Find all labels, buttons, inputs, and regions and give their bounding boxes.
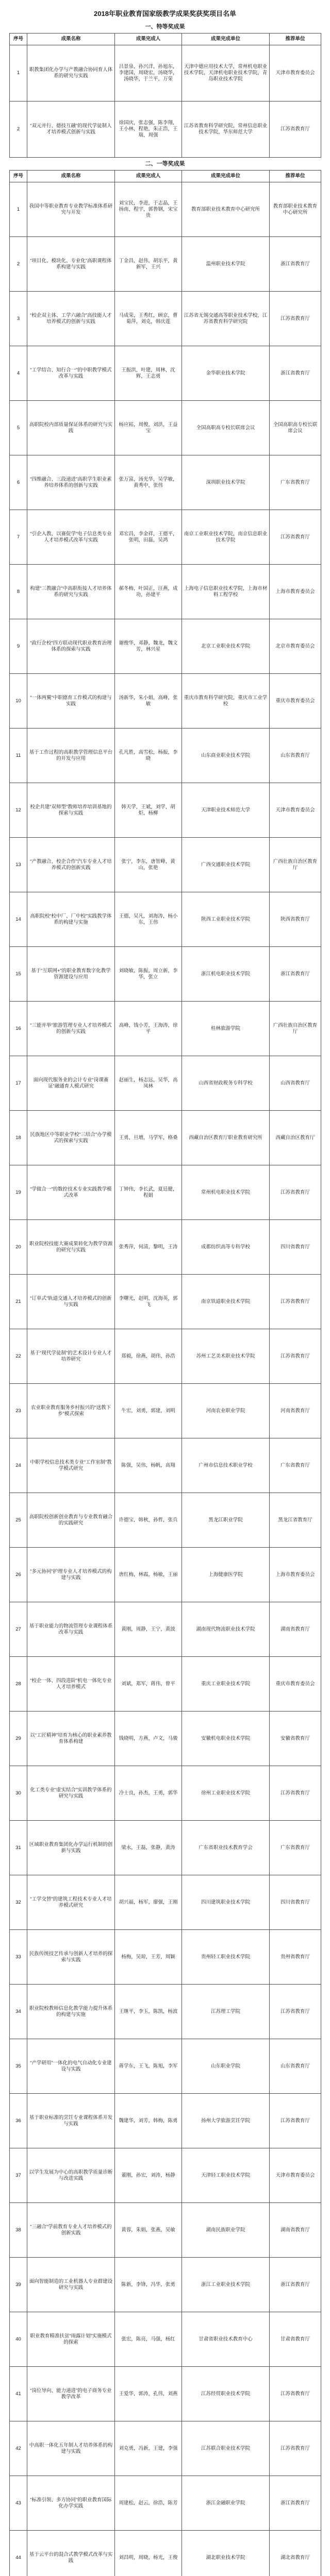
cell-prov: 山东省教育厅 [270, 728, 321, 783]
cell-unit: 贵州轻工职业技术学院 [182, 1930, 270, 1985]
cell-no: 38 [10, 2203, 27, 2258]
cell-unit: 江苏省无锡交通高等职业技术学校，江苏省教育科学研究院 [182, 292, 270, 346]
table-row [10, 1275, 321, 1329]
cell-no: 27 [10, 1602, 27, 1657]
cell-unit: 山西省财政税务专科学校 [182, 1056, 270, 1111]
cell-unit: 重庆工业职业技术学院 [182, 1657, 270, 1711]
cell-no: 6 [10, 455, 27, 510]
cell-prov: 全国高职高专校长联席会议 [270, 401, 321, 455]
cell-name: 职业院校教师信息化教学能力提升体系的构建与实施 [27, 1985, 115, 2039]
cell-name: “校企一体、四段进阶”机电一体化专业人才培养模式 [27, 1657, 115, 1711]
cell-name: “三融合”学前教育专业人才培养模式的创新实践 [27, 2203, 115, 2258]
cell-people: 张万富，汤光华，吴学敏，黄秀中，张伟 [115, 455, 182, 510]
cell-prov: 贵州省教育厅 [270, 1930, 321, 1985]
cell-no: 26 [10, 1548, 27, 1602]
cell-name: “一体两翼”中职德育工作模式的构建与实践 [27, 674, 115, 728]
cell-unit: 安徽机电职业技术学院 [182, 1711, 270, 1766]
cell-unit: 广东省职业技术教育学会 [182, 1821, 270, 1875]
cell-people: 刘宝民，李进，于志晶，王扬南，程宇，郭鲁钢，宋宝贵 [115, 182, 182, 237]
cell-people: 魏建华，刘芳，韩梅，陈勇 [115, 2094, 182, 2148]
table-row [10, 2094, 321, 2148]
cell-people: 王振洪，叶建，周林，沈辉，王志勇 [115, 346, 182, 401]
table-row [10, 1329, 321, 1384]
cell-name: 高职院校创新创业教育与专业教育融合的实践研究 [27, 1493, 115, 1548]
cell-name: “工学交替”的建筑工程技术专业人才培养模式研究 [27, 1875, 115, 1930]
cell-no: 3 [10, 292, 27, 346]
cell-prov: 湖北省教育厅 [270, 2531, 321, 2576]
cell-name: 基于职业标准的烹饪专业课程体系开发与实践 [27, 2094, 115, 2148]
cell-no: 25 [10, 1493, 27, 1548]
table-row [10, 1384, 321, 1438]
table-row [10, 2039, 321, 2094]
cell-people: 李曙光，赵明，沈海英，郭飞 [115, 1275, 182, 1329]
cell-people: 杨梅，吴琼，王芳，周颖 [115, 1930, 182, 1985]
cell-people: 高峰，钱小芳，王海涛，徐平 [115, 1002, 182, 1056]
cell-name: 以“工匠精神”培育为核心的职业素养教育体系构建 [27, 1711, 115, 1766]
special-table-body [10, 45, 321, 158]
cell-name: “双元并行、德技互融”的现代学徒制人才培养模式创新与实践 [27, 101, 115, 158]
document-title: 2018年职业教育国家级教学成果奖获奖项目名单 [94, 10, 236, 18]
cell-people: 唐红梅，林霞，杨敏，王丽 [115, 1548, 182, 1602]
cell-people: 丁金昌，赵伟，胡乐平，黄新军，王兴 [115, 237, 182, 292]
header-name: 成果名称 [27, 33, 115, 45]
table-row [10, 2421, 321, 2476]
cell-no: 5 [10, 401, 27, 455]
table-row [10, 1056, 321, 1111]
cell-no: 4 [10, 346, 27, 401]
cell-name: 面向现代服务业的会计专业“岗课赛证”融通育人模式研究 [27, 1056, 115, 1111]
cell-no: 22 [10, 1329, 27, 1384]
table-row [10, 674, 321, 728]
cell-people: 谢俊华，邓静，魏龙，魏文芳，林兴星 [115, 619, 182, 674]
cell-prov: 浙江省教育厅 [270, 947, 321, 1002]
cell-name: “产教融合、校企合作”汽车专业人才培养模式的创新实践 [27, 838, 115, 892]
cell-prov: 广东省教育厅 [270, 455, 321, 510]
cell-people: 钱晓明，方燕，卢文，马骏 [115, 1711, 182, 1766]
cell-people: 刘克勇，冯新，王建，李强 [115, 2421, 182, 2476]
cell-name: 高职院校“校中厂、厂中校”实践教学体系的构建与实施 [27, 892, 115, 947]
cell-prov: 浙江省教育厅 [270, 237, 321, 292]
cell-unit: 江苏理工学院 [182, 1985, 270, 2039]
cell-people: 孔凡胜，高雪松，杨振，李晓 [115, 728, 182, 783]
cell-unit: 广西交通职业技术学院 [182, 838, 270, 892]
cell-no: 30 [10, 1766, 27, 1821]
cell-people: 韩天学，王斌，刘学，胡炬，杨柳 [115, 783, 182, 838]
cell-name: 校企共建“双师型”教师培养培训基地的探索与实践 [27, 783, 115, 838]
cell-name: “项目化、模块化、专业化”高职课程体系构建与实践 [27, 237, 115, 292]
table-row [10, 1821, 321, 1875]
cell-unit: 全国高职高专校长联席会议 [182, 401, 270, 455]
cell-people: 郑毅，徐燕，胡伟，孙浩 [115, 1329, 182, 1384]
cell-unit: 甘肃省职业技术教育中心 [182, 2312, 270, 2367]
table-row [10, 2476, 321, 2531]
cell-name: 职业教育精准扶贫“雨露计划”实施模式的探索 [27, 2312, 115, 2367]
cell-people: 许德宝，韩秋，孙哲，张兵 [115, 1493, 182, 1548]
cell-no: 17 [10, 1056, 27, 1111]
cell-people: 胡兴福，杨军，廖强，王刚 [115, 1875, 182, 1930]
cell-prov: 西藏自治区教育厅 [270, 1111, 321, 1165]
cell-no: 35 [10, 2039, 27, 2094]
cell-people: 牛宏，刘勇，郭建，刘明 [115, 1384, 182, 1438]
table-row [10, 2531, 321, 2576]
table-row [10, 45, 321, 101]
cell-prov: 广东省教育厅 [270, 1438, 321, 1493]
cell-prov: 广西壮族自治区教育厅 [270, 838, 321, 892]
cell-no: 11 [10, 728, 27, 783]
cell-people: 吕景泉，孙兴洋，孙旭东，李建国，周晓宏，汤晓华，汤晓华，于兰平，万荣 [115, 45, 182, 101]
cell-people: 蒋学东，王飞，陈旭，李军 [115, 2039, 182, 2094]
table-row [10, 101, 321, 158]
table-row [10, 2148, 321, 2203]
cell-people: 陈新，李锋，冯华，张勇 [115, 2258, 182, 2312]
general-table-body [10, 182, 321, 2576]
cell-name: 基于职业能力的物流管理专业课程体系改革与实践 [27, 1602, 115, 1657]
cell-prov: 浙江省教育厅 [270, 2476, 321, 2531]
table-row [10, 783, 321, 838]
cell-prov: 江苏省教育厅 [270, 1766, 321, 1821]
cell-name: 基于“互联网+”的职业教育数字化教学资源建设与应用 [27, 947, 115, 1002]
cell-no: 19 [10, 1165, 27, 1220]
table-row [10, 510, 321, 565]
cell-people: 王继平，李玉，陈凯，杨波 [115, 1985, 182, 2039]
cell-people: 赵丽生，杨志远，吴华，高凤林 [115, 1056, 182, 1111]
cell-no: 12 [10, 783, 27, 838]
table-header-row [10, 171, 321, 182]
cell-people: 郝冬梅，叶国正，汪燕，成功，孙建平 [115, 565, 182, 619]
cell-name: 基于云平台的混合式教学模式改革与实践 [27, 2531, 115, 2576]
cell-name: 化工类专业“虚实结合”实训教学体系的研究与实践 [27, 1766, 115, 1821]
cell-unit: 浙江机电职业技术学院 [182, 947, 270, 1002]
cell-name: 农业职业教育服务乡村振兴的“送教下乡”模式探索 [27, 1384, 115, 1438]
cell-prov: 天津市教育委员会 [270, 2148, 321, 2203]
table-row [10, 1930, 321, 1985]
cell-prov: 江苏省教育厅 [270, 1329, 321, 1384]
cell-prov: 江苏省教育厅 [270, 101, 321, 158]
cell-unit: 南京工业职业技术学院，南京信息职业技术学院 [182, 510, 270, 565]
cell-unit: 陕西工业职业技术学院 [182, 892, 270, 947]
cell-prov: 上海市教育委员会 [270, 565, 321, 619]
cell-prov: 四川省教育厅 [270, 1220, 321, 1275]
cell-no: 2 [10, 101, 27, 158]
cell-prov: 天津市教育委员会 [270, 783, 321, 838]
cell-unit: 江苏经贸职业技术学院 [182, 2367, 270, 2421]
cell-people: 张秀萍，何清，黎明，王涛 [115, 1220, 182, 1275]
cell-prov: 江苏省教育厅 [270, 510, 321, 565]
table-row [10, 1002, 321, 1056]
special-award-table [9, 33, 321, 158]
cell-name: 职教集团化办学与产教融合协同育人体系的研究与实践 [27, 45, 115, 101]
cell-people: 丁钟伟，李长武，夏廷健，程娟 [115, 1165, 182, 1220]
cell-no: 2 [10, 237, 27, 292]
cell-no: 1 [10, 45, 27, 101]
table-row [10, 619, 321, 674]
cell-no: 28 [10, 1657, 27, 1711]
header-people: 成果完成人 [115, 33, 182, 45]
cell-unit: 深圳职业技术学院 [182, 455, 270, 510]
cell-name: 基于工作过程的高职教学管理信息平台的开发与应用 [27, 728, 115, 783]
cell-name: “四维融合、三段递进”高职学生职业素养培养体系的创新与实践 [27, 455, 115, 510]
cell-unit: 浙江工业职业技术学院 [182, 2258, 270, 2312]
cell-prov: 甘肃省教育厅 [270, 2312, 321, 2367]
table-row [10, 1548, 321, 1602]
cell-name: 民族地区中等职业学校“三结合”办学模式的探索与实践 [27, 1111, 115, 1165]
cell-prov: 江苏省教育厅 [270, 1985, 321, 2039]
cell-people: 王勇，旦增，马学军，格桑 [115, 1111, 182, 1165]
cell-people: 汤新华，朱小娟，高峰，张敏 [115, 674, 182, 728]
cell-no: 21 [10, 1275, 27, 1329]
table-row [10, 1657, 321, 1711]
cell-name: “订单式”轨道交通人才培养模式的创新与实践 [27, 1275, 115, 1329]
table-row [10, 2367, 321, 2421]
cell-no: 32 [10, 1875, 27, 1930]
cell-unit: 成都纺织高等专科学校 [182, 1220, 270, 1275]
table-row [10, 892, 321, 947]
cell-name: 构建“三教融合”中高职衔接人才培养体系的研究与实践 [27, 565, 115, 619]
cell-unit: 重庆市教育科学研究院，重庆市工业学校 [182, 674, 270, 728]
header-unit: 成果完成单位 [182, 33, 270, 45]
cell-no: 44 [10, 2531, 27, 2576]
cell-unit: 湖北职业技术学院 [182, 2531, 270, 2576]
cell-no: 15 [10, 947, 27, 1002]
cell-prov: 江苏省教育厅 [270, 2094, 321, 2148]
cell-prov: 黑龙江省教育厅 [270, 1493, 321, 1548]
cell-no: 40 [10, 2312, 27, 2367]
cell-unit: 黑龙江职业学院 [182, 1493, 270, 1548]
cell-name: “校企双主体、工学六融合”高技能人才培养模式的创新与实践 [27, 292, 115, 346]
cell-prov: 湖南省教育厅 [270, 1602, 321, 1657]
table-row [10, 838, 321, 892]
cell-prov: 上海市教育委员会 [270, 1548, 321, 1602]
cell-people: 董刚，孙宏，刘涛，杨静 [115, 2148, 182, 2203]
table-row [10, 1220, 321, 1275]
cell-name: “引企入教、以赛促学”电子信息类专业人才培养模式改革与实践 [27, 510, 115, 565]
cell-prov: 江苏省教育厅 [270, 1275, 321, 1329]
cell-unit: 北京工业职业技术学院 [182, 619, 270, 674]
cell-unit: 山东商业职业技术学院 [182, 728, 270, 783]
cell-prov: 江苏省教育厅 [270, 2367, 321, 2421]
cell-no: 42 [10, 2421, 27, 2476]
table-row [10, 1438, 321, 1493]
table-row [10, 292, 321, 346]
cell-unit: 扬州大学旅游烹饪学院 [182, 2094, 270, 2148]
table-row [10, 237, 321, 292]
header-no: 序号 [10, 33, 27, 45]
cell-no: 36 [10, 2094, 27, 2148]
cell-prov: 江苏省教育厅 [270, 2421, 321, 2476]
cell-no: 39 [10, 2258, 27, 2312]
table-row [10, 1165, 321, 1220]
table-row [10, 401, 321, 455]
cell-name: 民族传统技艺传承与创新人才培养的探索与实践 [27, 1930, 115, 1985]
header-unit: 成果完成单位 [182, 171, 270, 182]
cell-people: 王德，吴凡，刘海涛，杨小东，王伟 [115, 892, 182, 947]
cell-people: 刘斌，郑军，蒋伟，曾平 [115, 1657, 182, 1711]
cell-people: 邓宏昌，李金祥，王德平，张明，田磊，吴鸿 [115, 510, 182, 565]
cell-prov: 四川省教育厅 [270, 1875, 321, 1930]
cell-prov: 山东省教育厅 [270, 2039, 321, 2094]
general-award-table [9, 170, 321, 2576]
cell-people: 冷士良，孙杰，王勇，郭华 [115, 1766, 182, 1821]
table-row [10, 728, 321, 783]
cell-unit: 上海电子信息职业技术学院，上海市材料工程学校 [182, 565, 270, 619]
cell-unit: 教育部职业技术教育中心研究所 [182, 182, 270, 237]
cell-no: 1 [10, 182, 27, 237]
cell-name: 中职学校信息技术类专业“工作室制”教学模式研究 [27, 1438, 115, 1493]
table-row [10, 1711, 321, 1766]
cell-people: 梁永，王磊，张静，黄涛 [115, 1821, 182, 1875]
cell-unit: 上海健康医学院 [182, 1548, 270, 1602]
cell-prov: 广东省教育厅 [270, 1821, 321, 1875]
cell-unit: 江苏省教育科学研究院，常州信息职业技术学院，华东师范大学 [182, 101, 270, 158]
cell-unit: 山东职业学院 [182, 2039, 270, 2094]
cell-prov: 重庆市教育委员会 [270, 1657, 321, 1711]
cell-prov: 湖南省教育厅 [270, 2203, 321, 2258]
cell-name: “标准引领、多方协同”的职业教育国际化办学实践 [27, 2476, 115, 2531]
cell-unit: 湖南现代物流职业技术学院 [182, 1602, 270, 1657]
cell-name: 基于“现代学徒制”的艺术设计专业人才培养研究 [27, 1329, 115, 1384]
cell-name: 高职院校内部质量保证体系的研究与实践 [27, 401, 115, 455]
header-name: 成果名称 [27, 171, 115, 182]
cell-unit: 广州市信息技术职业学校 [182, 1438, 270, 1493]
cell-no: 23 [10, 1384, 27, 1438]
cell-unit: 天津职业技术师范大学 [182, 783, 270, 838]
cell-prov: 广西壮族自治区教育厅 [270, 1002, 321, 1056]
table-row [10, 182, 321, 237]
cell-people: 黄蓉，朱娟，张燕，吴敏 [115, 2203, 182, 2258]
section-title-special: 一、特等奖成果 [145, 24, 185, 30]
cell-no: 34 [10, 1985, 27, 2039]
cell-unit: 徐州工业职业技术学院 [182, 1766, 270, 1821]
cell-name: 职业院校技能大赛成果转化为教学资源的研究与实践 [27, 1220, 115, 1275]
cell-prov: 江苏省教育厅 [270, 1165, 321, 1220]
cell-prov: 浙江省教育厅 [270, 346, 321, 401]
cell-name: 以学生发展为中心的高职教学质量诊断与改进实践 [27, 2148, 115, 2203]
table-row [10, 2203, 321, 2258]
cell-unit: 南京铁道职业技术学院 [182, 1275, 270, 1329]
cell-people: 徐国庆，张志强，陈李翔，王小林，程艳，朱正浩，王瑞，周强 [115, 101, 182, 158]
header-no: 序号 [10, 171, 27, 182]
cell-unit: 西藏自治区教育厅职业教育研究所 [182, 1111, 270, 1165]
cell-people: 刘昌明，周晓，杨光，王俊 [115, 2531, 182, 2576]
header-people: 成果完成人 [115, 171, 182, 182]
cell-people: 周建松，赵云，徐浩，陈芳 [115, 2476, 182, 2531]
cell-name: “学做合一”的数控技术专业实践教学模式改革 [27, 1165, 115, 1220]
table-row [10, 1493, 321, 1548]
cell-name: “工学结合、知行合一”的中职教学模式改革与实践 [27, 346, 115, 401]
cell-name: 面向智能制造的工业机器人专业群建设研究与实践 [27, 2258, 115, 2312]
cell-no: 24 [10, 1438, 27, 1493]
cell-no: 7 [10, 510, 27, 565]
cell-no: 37 [10, 2148, 27, 2203]
cell-name: “产学研用”一体化的电气自动化专业建设与实践 [27, 2039, 115, 2094]
cell-no: 8 [10, 565, 27, 619]
cell-prov: 重庆市教育委员会 [270, 674, 321, 728]
header-prov: 推荐单位 [270, 33, 321, 45]
cell-unit: 天津中德应用技术大学，常州机电职业技术学院，天津机电职业技术学院，青岛职业技术学院 [182, 45, 270, 101]
table-row [10, 565, 321, 619]
cell-people: 张宁，李东，唐智峰，黄山，张艳 [115, 838, 182, 892]
table-row [10, 1875, 321, 1930]
cell-no: 16 [10, 1002, 27, 1056]
cell-unit: 桂林旅游学院 [182, 1002, 270, 1056]
cell-no: 13 [10, 838, 27, 892]
cell-name: 中高职一体化五年制人才培养体系的构建与实践 [27, 2421, 115, 2476]
table-row [10, 2312, 321, 2367]
table-row [10, 1111, 321, 1165]
cell-no: 18 [10, 1111, 27, 1165]
cell-people: 杨应崧，周俊，刘洪，王益宝 [115, 401, 182, 455]
cell-people: 陈强，吴伟，杨帆，高翔 [115, 1438, 182, 1493]
cell-name: “三能并举”旅游管理专业人才培养模式的创新与实践 [27, 1002, 115, 1056]
cell-name: 区域职业教育集团化办学运行机制的创新与实践 [27, 1821, 115, 1875]
cell-name: “政行企校”四方联动现代职业教育治理体系的探索与实践 [27, 619, 115, 674]
cell-prov: 陕西省教育厅 [270, 892, 321, 947]
table-row [10, 346, 321, 401]
cell-unit: 常州机电职业技术学院 [182, 1165, 270, 1220]
table-row [10, 1766, 321, 1821]
cell-no: 14 [10, 892, 27, 947]
cell-no: 43 [10, 2476, 27, 2531]
cell-prov: 山西省教育厅 [270, 1056, 321, 1111]
cell-people: 刘晓敏，陈振，周立新，李华，张立 [115, 947, 182, 1002]
table-row [10, 455, 321, 510]
section-title-general: 二、一等奖成果 [145, 161, 185, 167]
table-row [10, 2258, 321, 2312]
cell-people: 马成荣，王秀红，顾京，曹菊萍，刘克，韩庆莲 [115, 292, 182, 346]
cell-prov: 河南省教育厅 [270, 1384, 321, 1438]
table-row [10, 947, 321, 1002]
table-row [10, 1985, 321, 2039]
cell-name: “岗位导向、能力递进”的电子商务专业教学改革 [27, 2367, 115, 2421]
table-header-row [10, 33, 321, 45]
cell-no: 41 [10, 2367, 27, 2421]
cell-prov: 天津市教育委员会 [270, 45, 321, 101]
cell-unit: 浙江金融职业学院 [182, 2476, 270, 2531]
cell-prov: 江苏省教育厅 [270, 292, 321, 346]
cell-unit: 湖南民族职业学院 [182, 2203, 270, 2258]
cell-no: 33 [10, 1930, 27, 1985]
cell-prov: 浙江省教育厅 [270, 2258, 321, 2312]
table-row [10, 1602, 321, 1657]
cell-unit: 温州职业技术学院 [182, 237, 270, 292]
cell-name: “多元协同”护理专业人才培养模式的构建与实践 [27, 1548, 115, 1602]
cell-no: 31 [10, 1821, 27, 1875]
cell-prov: 安徽省教育厅 [270, 1711, 321, 1766]
cell-prov: 教育部职业技术教育中心研究所 [270, 182, 321, 237]
cell-people: 张宏，陈亮，马强，杨红 [115, 2312, 182, 2367]
cell-prov: 北京市教育委员会 [270, 619, 321, 674]
cell-no: 9 [10, 619, 27, 674]
header-prov: 推荐单位 [270, 171, 321, 182]
cell-no: 29 [10, 1711, 27, 1766]
cell-name: 我国中等职业教育专业教学标准体系研究与开发 [27, 182, 115, 237]
cell-unit: 四川建筑职业技术学院 [182, 1875, 270, 1930]
cell-unit: 江苏联合职业技术学院 [182, 2421, 270, 2476]
cell-no: 10 [10, 674, 27, 728]
cell-people: 黄刚，周静，王宁，黄波 [115, 1602, 182, 1657]
cell-unit: 河南农业职业学院 [182, 1384, 270, 1438]
cell-no: 20 [10, 1220, 27, 1275]
cell-people: 王爱华，郭涛，孔伟，刘燕 [115, 2367, 182, 2421]
cell-unit: 金华职业技术学院 [182, 346, 270, 401]
cell-unit: 天津轻工职业技术学院 [182, 2148, 270, 2203]
cell-unit: 苏州工艺美术职业技术学院 [182, 1329, 270, 1384]
